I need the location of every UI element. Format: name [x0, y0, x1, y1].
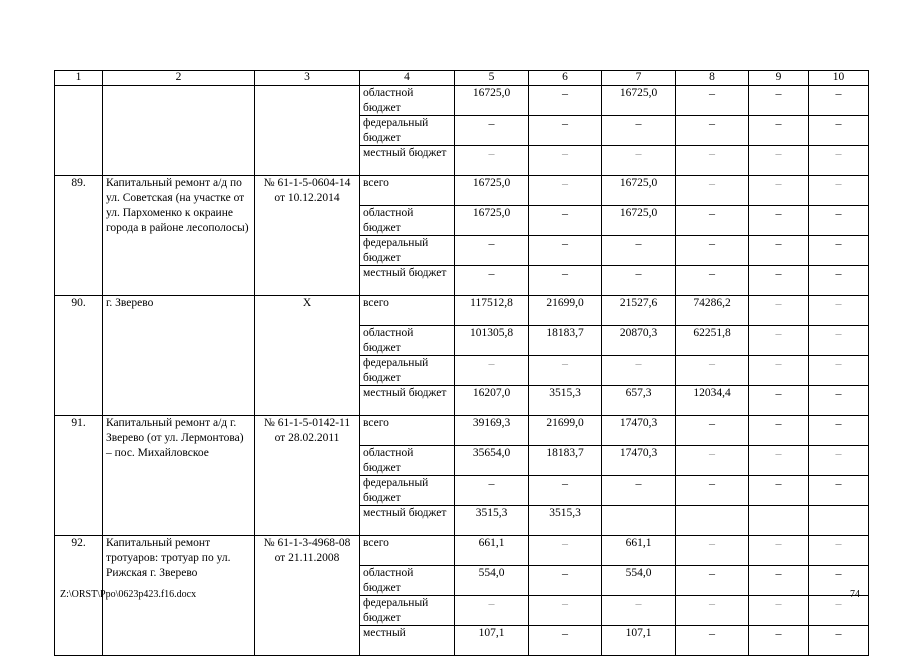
table-row — [55, 296, 869, 326]
object-name — [103, 86, 255, 176]
value-cell: 12034,4 — [676, 386, 749, 416]
funding-source: федеральный бюджет — [360, 356, 455, 386]
value-cell: – — [676, 446, 749, 476]
funding-source: местный бюджет — [360, 146, 455, 176]
row-number: 91. — [55, 416, 103, 536]
value-cell: – — [809, 206, 869, 236]
value-cell: – — [455, 236, 529, 266]
value-cell: 17470,3 — [602, 416, 676, 446]
value-cell: – — [809, 626, 869, 656]
expertise-document: № 61-1-5-0604-14 от 10.12.2014 — [255, 176, 360, 296]
value-cell: – — [529, 146, 602, 176]
value-cell: – — [529, 476, 602, 506]
value-cell: – — [676, 146, 749, 176]
value-cell: – — [602, 356, 676, 386]
value-cell: – — [749, 626, 809, 656]
table-row — [55, 86, 869, 116]
table-header-row — [55, 71, 869, 86]
value-cell: – — [529, 566, 602, 596]
value-cell — [749, 506, 809, 536]
value-cell: – — [749, 116, 809, 146]
budget-table — [54, 70, 869, 656]
value-cell: 16207,0 — [455, 386, 529, 416]
value-cell: – — [809, 566, 869, 596]
value-cell — [602, 506, 676, 536]
value-cell: 21699,0 — [529, 416, 602, 446]
value-cell: – — [809, 116, 869, 146]
funding-source: федеральный бюджет — [360, 236, 455, 266]
funding-source: федеральный бюджет — [360, 116, 455, 146]
value-cell: – — [809, 86, 869, 116]
value-cell: – — [676, 236, 749, 266]
object-name: Капитальный ремонт а/д г. Зверево (от ул. Лермонтова) – пос. Михайловское — [103, 416, 255, 536]
value-cell: – — [529, 266, 602, 296]
row-number: 89. — [55, 176, 103, 296]
header-cell: 9 — [749, 71, 809, 86]
object-name: Капитальный ремонт тротуаров: тротуар по ул. Рижская г. Зверево — [103, 536, 255, 656]
value-cell: – — [809, 146, 869, 176]
table-row — [55, 176, 869, 206]
value-cell: – — [602, 266, 676, 296]
table-row — [55, 536, 869, 566]
value-cell: – — [529, 626, 602, 656]
value-cell: – — [809, 476, 869, 506]
expertise-document: Х — [255, 296, 360, 416]
value-cell: – — [749, 266, 809, 296]
value-cell: 20870,3 — [602, 326, 676, 356]
value-cell: 39169,3 — [455, 416, 529, 446]
value-cell: 18183,7 — [529, 446, 602, 476]
footer-file-path: Z:\ORST\Ppo\0623p423.f16.docx — [60, 589, 197, 600]
value-cell: 554,0 — [602, 566, 676, 596]
expertise-document — [255, 86, 360, 176]
value-cell: – — [749, 566, 809, 596]
value-cell: – — [455, 356, 529, 386]
value-cell: – — [809, 296, 869, 326]
value-cell: – — [676, 86, 749, 116]
value-cell: – — [529, 86, 602, 116]
header-cell: 7 — [602, 71, 676, 86]
value-cell: – — [809, 536, 869, 566]
value-cell: – — [455, 116, 529, 146]
value-cell: – — [602, 116, 676, 146]
value-cell: 101305,8 — [455, 326, 529, 356]
value-cell: 21527,6 — [602, 296, 676, 326]
value-cell: – — [529, 176, 602, 206]
value-cell: – — [676, 566, 749, 596]
value-cell: 16725,0 — [455, 206, 529, 236]
value-cell: – — [676, 116, 749, 146]
value-cell: – — [749, 86, 809, 116]
header-cell: 1 — [55, 71, 103, 86]
value-cell: – — [676, 536, 749, 566]
row-number — [55, 86, 103, 176]
value-cell: – — [602, 236, 676, 266]
value-cell: – — [809, 326, 869, 356]
value-cell: – — [809, 596, 869, 626]
value-cell: – — [809, 446, 869, 476]
value-cell: – — [676, 416, 749, 446]
funding-source: местный бюджет — [360, 386, 455, 416]
value-cell: – — [676, 626, 749, 656]
value-cell: – — [749, 206, 809, 236]
object-name: Капитальный ремонт а/д по ул. Советская (на участке от ул. Пархоменко к окраине города в районе лесополосы) — [103, 176, 255, 296]
funding-source: местный бюджет — [360, 506, 455, 536]
funding-source: областной бюджет — [360, 86, 455, 116]
value-cell: – — [809, 236, 869, 266]
value-cell: – — [455, 476, 529, 506]
value-cell: – — [529, 236, 602, 266]
value-cell: – — [455, 266, 529, 296]
value-cell: 107,1 — [455, 626, 529, 656]
value-cell: – — [676, 176, 749, 206]
value-cell: 3515,3 — [455, 506, 529, 536]
value-cell: – — [809, 266, 869, 296]
value-cell: 661,1 — [602, 536, 676, 566]
funding-source: федеральный бюджет — [360, 476, 455, 506]
funding-source: местный — [360, 626, 455, 656]
value-cell: – — [809, 176, 869, 206]
value-cell: – — [529, 596, 602, 626]
value-cell: – — [602, 596, 676, 626]
value-cell — [676, 506, 749, 536]
value-cell: – — [749, 596, 809, 626]
header-cell: 10 — [809, 71, 869, 86]
funding-source: всего — [360, 536, 455, 566]
value-cell: – — [749, 446, 809, 476]
row-number: 90. — [55, 296, 103, 416]
value-cell: 3515,3 — [529, 506, 602, 536]
value-cell: – — [676, 476, 749, 506]
value-cell: 117512,8 — [455, 296, 529, 326]
value-cell: – — [749, 296, 809, 326]
table-row — [55, 416, 869, 446]
value-cell: 554,0 — [455, 566, 529, 596]
value-cell: – — [602, 146, 676, 176]
funding-source: местный бюджет — [360, 266, 455, 296]
value-cell: – — [749, 176, 809, 206]
value-cell: – — [809, 386, 869, 416]
value-cell: 35654,0 — [455, 446, 529, 476]
funding-source: всего — [360, 296, 455, 326]
value-cell: 661,1 — [455, 536, 529, 566]
header-cell: 8 — [676, 71, 749, 86]
value-cell: – — [749, 146, 809, 176]
funding-source: областной бюджет — [360, 566, 455, 596]
value-cell: – — [455, 596, 529, 626]
value-cell: – — [529, 536, 602, 566]
value-cell: 16725,0 — [602, 176, 676, 206]
value-cell: 107,1 — [602, 626, 676, 656]
expertise-document: № 61-1-5-0142-11 от 28.02.2011 — [255, 416, 360, 536]
value-cell: – — [602, 476, 676, 506]
header-cell: 2 — [103, 71, 255, 86]
value-cell: – — [749, 326, 809, 356]
value-cell: 21699,0 — [529, 296, 602, 326]
value-cell: 62251,8 — [676, 326, 749, 356]
value-cell: – — [676, 206, 749, 236]
value-cell: – — [529, 356, 602, 386]
value-cell: – — [749, 476, 809, 506]
funding-source: федеральный бюджет — [360, 596, 455, 626]
funding-source: всего — [360, 176, 455, 206]
value-cell: – — [529, 206, 602, 236]
funding-source: областной бюджет — [360, 206, 455, 236]
value-cell: 16725,0 — [455, 176, 529, 206]
funding-source: областной бюджет — [360, 446, 455, 476]
value-cell: 18183,7 — [529, 326, 602, 356]
value-cell: 3515,3 — [529, 386, 602, 416]
funding-source: всего — [360, 416, 455, 446]
value-cell: – — [529, 116, 602, 146]
value-cell: – — [749, 356, 809, 386]
header-cell: 4 — [360, 71, 455, 86]
value-cell: – — [749, 236, 809, 266]
value-cell: – — [809, 356, 869, 386]
value-cell: – — [749, 536, 809, 566]
value-cell: – — [676, 266, 749, 296]
page-number: 74 — [850, 589, 860, 600]
value-cell: 657,3 — [602, 386, 676, 416]
funding-source: областной бюджет — [360, 326, 455, 356]
expertise-document: № 61-1-3-4968-08 от 21.11.2008 — [255, 536, 360, 656]
value-cell: – — [749, 416, 809, 446]
value-cell: – — [749, 386, 809, 416]
value-cell: 17470,3 — [602, 446, 676, 476]
header-cell: 3 — [255, 71, 360, 86]
value-cell: – — [676, 596, 749, 626]
header-cell: 6 — [529, 71, 602, 86]
header-cell: 5 — [455, 71, 529, 86]
value-cell: 74286,2 — [676, 296, 749, 326]
value-cell — [809, 506, 869, 536]
value-cell: – — [809, 416, 869, 446]
value-cell: 16725,0 — [602, 86, 676, 116]
value-cell: 16725,0 — [455, 86, 529, 116]
value-cell: – — [676, 356, 749, 386]
value-cell: – — [455, 146, 529, 176]
object-name: г. Зверево — [103, 296, 255, 416]
row-number: 92. — [55, 536, 103, 656]
value-cell: 16725,0 — [602, 206, 676, 236]
